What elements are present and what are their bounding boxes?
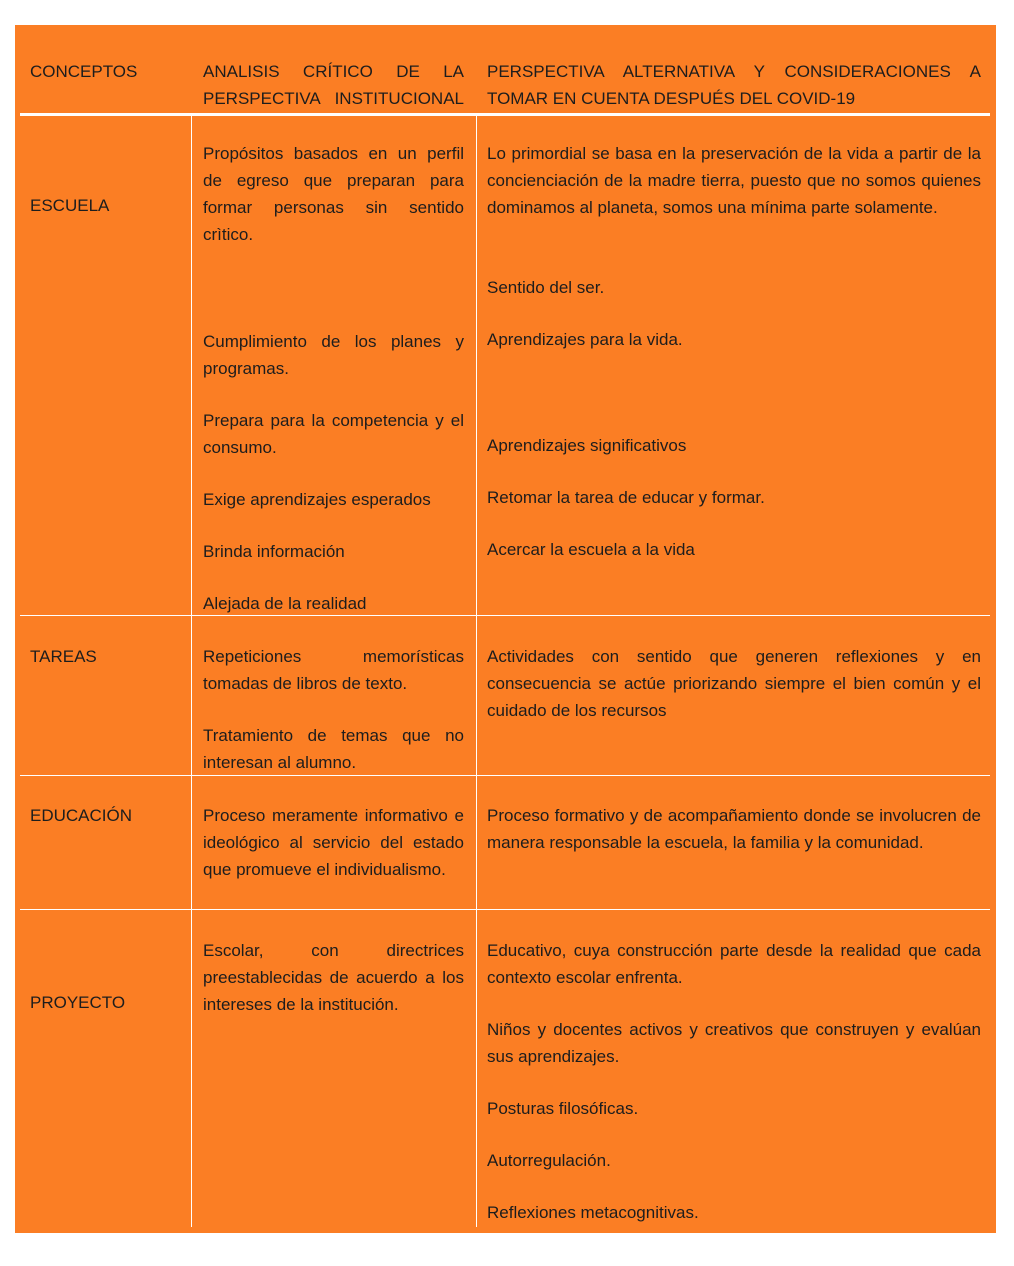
alternative-item: Sentido del ser. [487, 278, 605, 297]
analysis-educacion [203, 802, 464, 883]
analysis-item: Escolar, con directrices preestablecidas de acuerdo a los intereses de la institución. [203, 941, 464, 1014]
alternative-item: Niños y docentes activos y creativos que construyen y evalúan sus aprendizajes. [487, 1020, 981, 1066]
alternative-item: Aprendizajes significativos [487, 436, 687, 455]
header-analysis [203, 58, 464, 112]
column-divider-1 [191, 116, 192, 1227]
analysis-escuela [203, 140, 464, 617]
analysis-item: Proceso meramente informativo e ideológico al servicio del estado que promueve el individualismo. [203, 806, 464, 879]
concept-escuela: ESCUELA [30, 196, 110, 215]
analysis-proyecto [203, 937, 464, 1018]
analysis-tareas [203, 643, 464, 776]
alternative-item: Lo primordial se basa en la preservación de la vida a partir de la concienciación de la madre tierra, puesto que no somos quienes dominamos al planeta, somos una mínima parte solamente. [487, 144, 981, 217]
row-divider [20, 909, 990, 910]
alternative-item: Posturas filosóficas. [487, 1099, 639, 1118]
alternative-item: Acercar la escuela a la vida [487, 540, 695, 559]
alternative-tareas [487, 643, 981, 724]
analysis-item: Cumplimiento de los planes y programas. [203, 332, 464, 378]
alternative-item: Retomar la tarea de educar y formar. [487, 488, 765, 507]
alternative-escuela [487, 140, 981, 563]
analysis-item: Exige aprendizajes esperados [203, 490, 431, 509]
alternative-item: Autorregulación. [487, 1151, 611, 1170]
row-divider [20, 615, 990, 616]
row-divider [20, 775, 990, 776]
analysis-item: Repeticiones memorísticas tomadas de libros de texto. [203, 647, 464, 693]
alternative-educacion [487, 802, 981, 856]
analysis-item: Alejada de la realidad [203, 594, 367, 613]
header-divider [20, 113, 990, 116]
alternative-item: Proceso formativo y de acompañamiento donde se involucren de manera responsable la escuela, la familia y la comunidad. [487, 806, 981, 852]
alternative-item: Educativo, cuya construcción parte desde la realidad que cada contexto escolar enfrenta. [487, 941, 981, 987]
concept-proyecto: PROYECTO [30, 993, 126, 1012]
analysis-item: Brinda información [203, 542, 345, 561]
analysis-item: Propósitos basados en un perfil de egreso que preparan para formar personas sin sentido crìtico. [203, 144, 464, 244]
concept-educacion: EDUCACIÓN [30, 806, 133, 825]
analysis-item: Tratamiento de temas que no interesan al alumno. [203, 726, 464, 772]
alternative-item: Reflexiones metacognitivas. [487, 1203, 699, 1222]
header-alternative-text: PERSPECTIVA ALTERNATIVA Y CONSIDERACIONES A TOMAR EN CUENTA DESPUÉS DEL COVID-19 [487, 62, 981, 108]
analysis-item: Prepara para la competencia y el consumo. [203, 411, 464, 457]
column-divider-2 [476, 116, 477, 1227]
comparison-table [15, 25, 996, 1233]
concept-tareas: TAREAS [30, 647, 97, 666]
header-alternative [487, 58, 981, 112]
alternative-proyecto [487, 937, 981, 1226]
header-concepts: CONCEPTOS [30, 62, 138, 81]
alternative-item: Aprendizajes para la vida. [487, 330, 683, 349]
header-analysis-text: ANALISIS CRÍTICO DE LA PERSPECTIVA INSTITUCIONAL [203, 62, 464, 108]
alternative-item: Actividades con sentido que generen reflexiones y en consecuencia se actúe priorizando siempre el bien común y el cuidado de los recursos [487, 647, 981, 720]
